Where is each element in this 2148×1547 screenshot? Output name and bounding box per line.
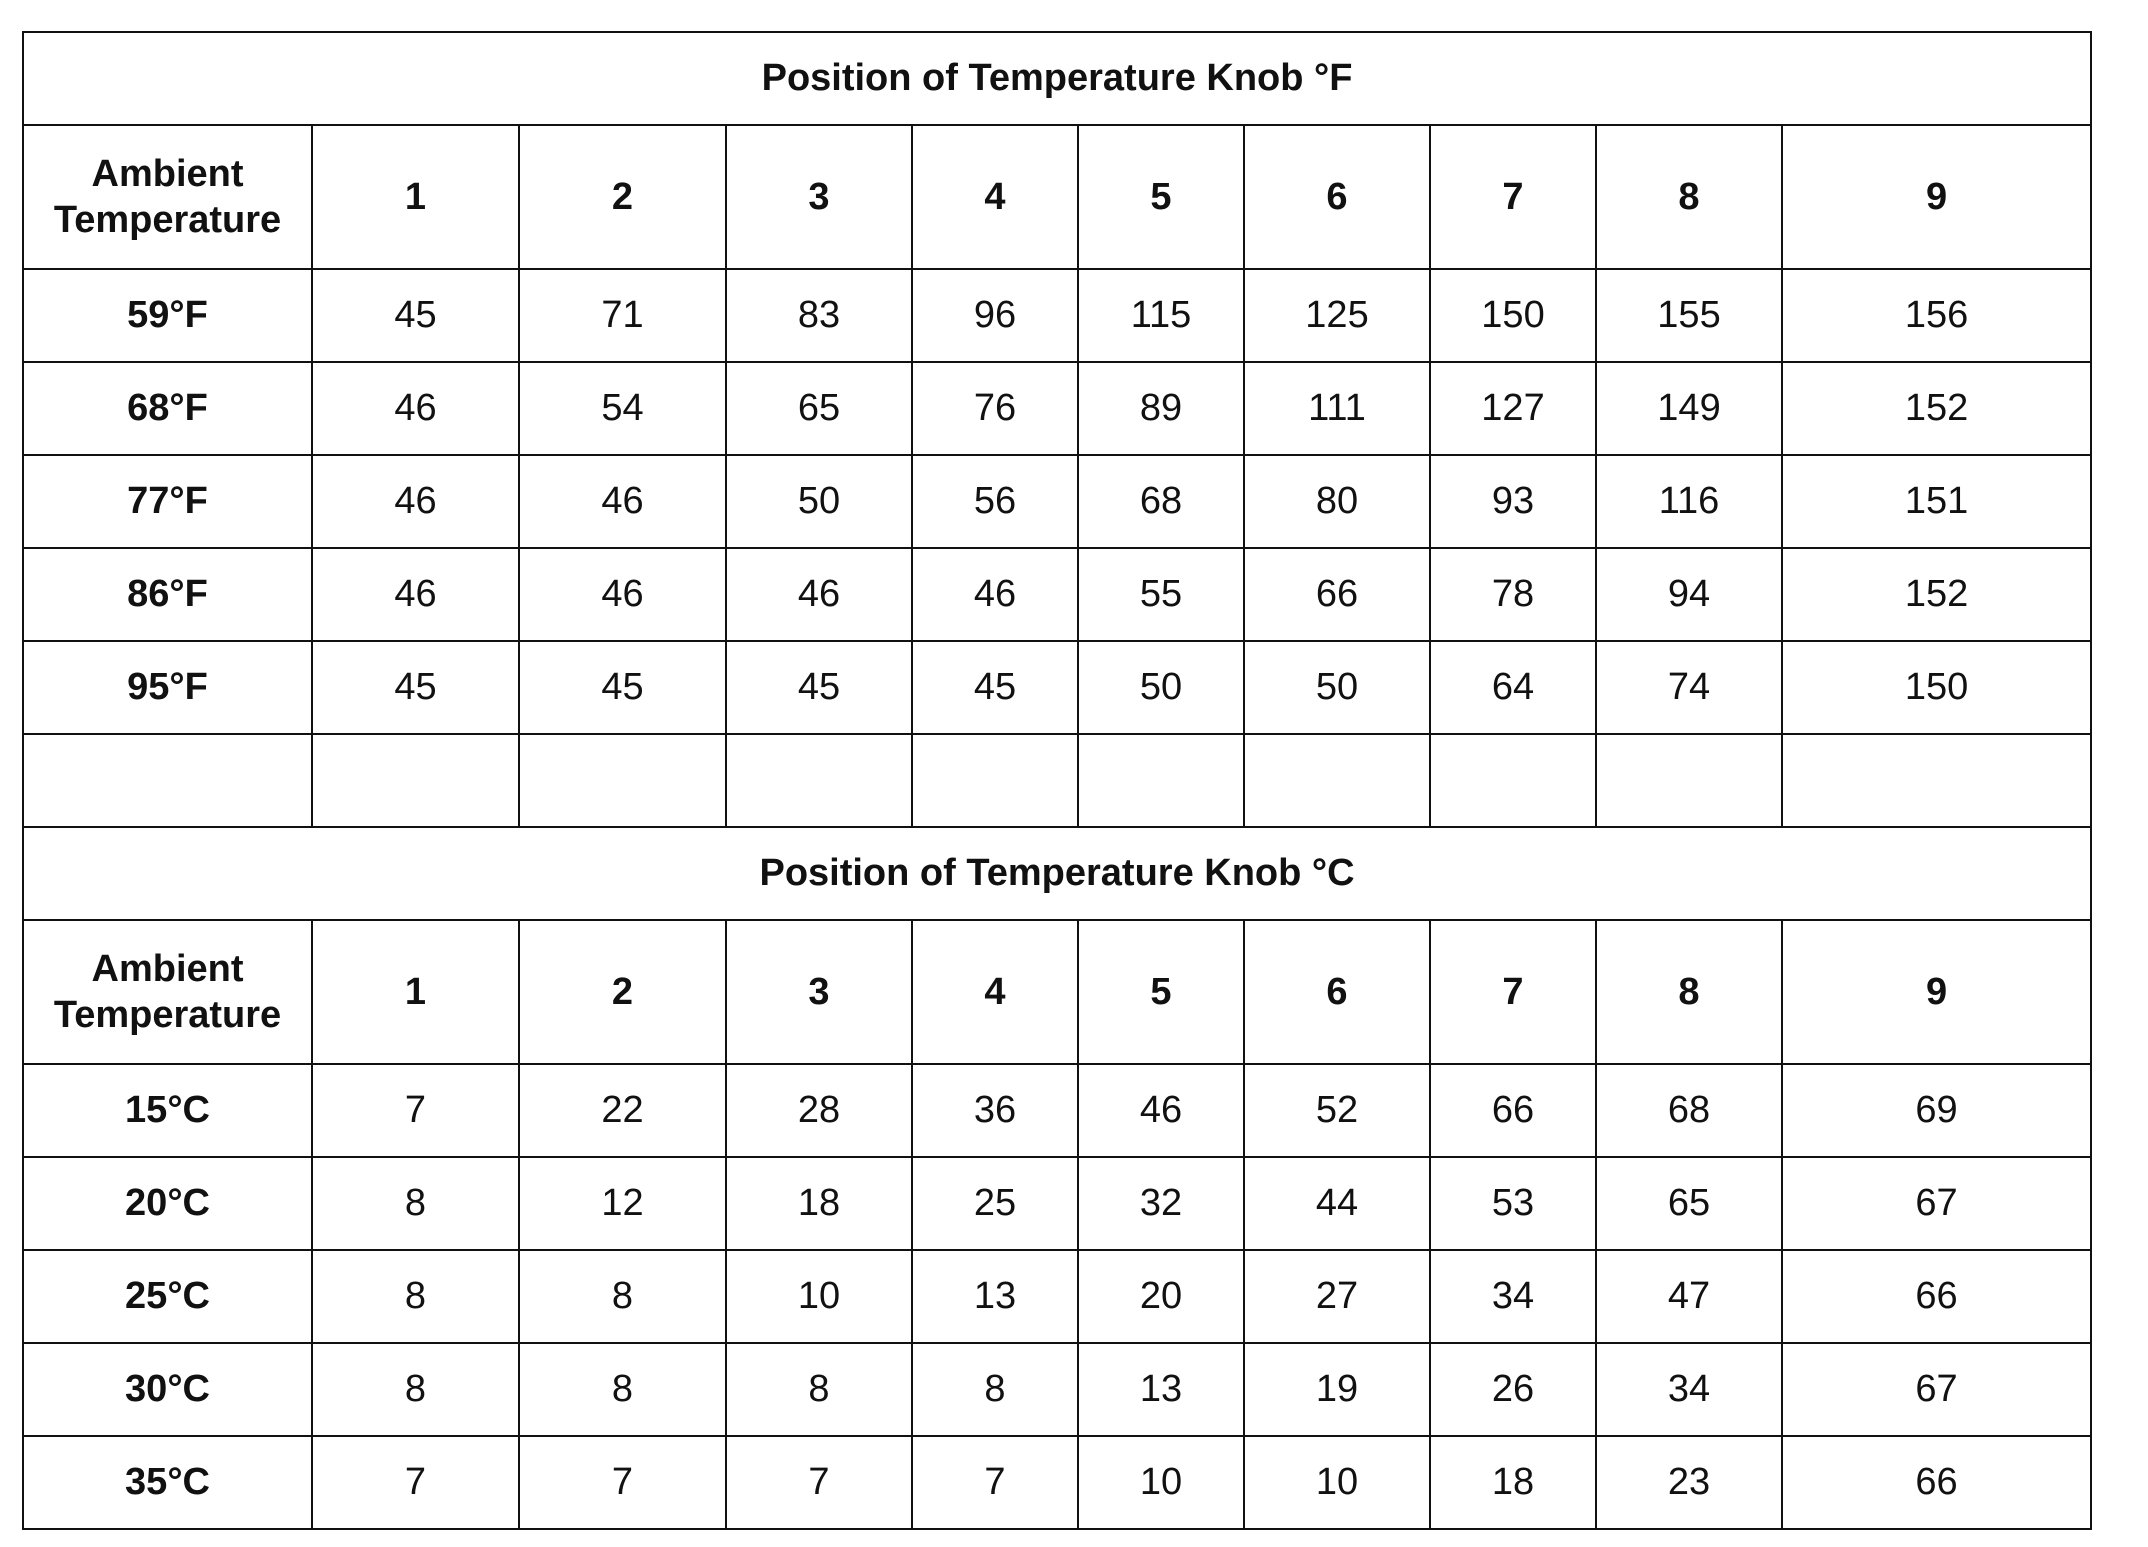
ambient-temperature-label: 77°F [23,455,312,548]
temperature-knob-table [22,31,2092,1530]
temperature-value-cell: 67 [1782,1157,2091,1250]
temperature-value-cell: 8 [726,1343,912,1436]
temperature-value-cell: 150 [1782,641,2091,734]
temperature-value-cell: 50 [1244,641,1430,734]
knob-position-header: 3 [726,920,912,1064]
ambient-temperature-label: 86°F [23,548,312,641]
temperature-value-cell: 10 [1244,1436,1430,1529]
temperature-value-cell: 44 [1244,1157,1430,1250]
temperature-value-cell: 7 [726,1436,912,1529]
temperature-value-cell: 46 [726,548,912,641]
temperature-value-cell: 8 [312,1157,519,1250]
knob-position-header: 4 [912,125,1078,269]
temperature-value-cell: 111 [1244,362,1430,455]
temperature-value-cell: 7 [912,1436,1078,1529]
temperature-value-cell: 76 [912,362,1078,455]
ambient-temperature-label: 25°C [23,1250,312,1343]
knob-position-header: 7 [1430,920,1596,1064]
knob-position-header: 3 [726,125,912,269]
temperature-value-cell: 45 [312,641,519,734]
knob-position-header: 4 [912,920,1078,1064]
temperature-value-cell: 50 [1078,641,1244,734]
empty-cell [23,734,312,827]
temperature-value-cell: 68 [1596,1064,1782,1157]
table-row [23,548,2091,641]
temperature-value-cell: 22 [519,1064,726,1157]
temperature-value-cell: 66 [1782,1436,2091,1529]
ambient-temperature-header: Ambient Temperature [23,920,312,1064]
knob-position-header: 1 [312,125,519,269]
temperature-value-cell: 45 [726,641,912,734]
temperature-value-cell: 18 [1430,1436,1596,1529]
temperature-value-cell: 127 [1430,362,1596,455]
temperature-value-cell: 46 [312,362,519,455]
temperature-value-cell: 68 [1078,455,1244,548]
table-row [23,1064,2091,1157]
temperature-value-cell: 20 [1078,1250,1244,1343]
temperature-value-cell: 19 [1244,1343,1430,1436]
temperature-value-cell: 155 [1596,269,1782,362]
temperature-value-cell: 125 [1244,269,1430,362]
table-row [23,1436,2091,1529]
temperature-value-cell: 45 [519,641,726,734]
empty-cell [1430,734,1596,827]
celsius-title-row [23,827,2091,920]
knob-position-header: 7 [1430,125,1596,269]
temperature-value-cell: 151 [1782,455,2091,548]
temperature-value-cell: 28 [726,1064,912,1157]
temperature-value-cell: 45 [912,641,1078,734]
temperature-value-cell: 115 [1078,269,1244,362]
knob-position-header: 2 [519,920,726,1064]
temperature-value-cell: 8 [312,1250,519,1343]
table-row [23,1250,2091,1343]
knob-position-header: 6 [1244,125,1430,269]
temperature-value-cell: 46 [519,455,726,548]
temperature-value-cell: 54 [519,362,726,455]
temperature-value-cell: 52 [1244,1064,1430,1157]
fahrenheit-table-title: Position of Temperature Knob °F [23,32,2091,125]
celsius-table-title: Position of Temperature Knob °C [23,827,2091,920]
table-row [23,269,2091,362]
temperature-value-cell: 46 [312,455,519,548]
table-row [23,455,2091,548]
temperature-value-cell: 23 [1596,1436,1782,1529]
temperature-value-cell: 7 [519,1436,726,1529]
ambient-temperature-label: 35°C [23,1436,312,1529]
empty-cell [1244,734,1430,827]
temperature-value-cell: 150 [1430,269,1596,362]
temperature-value-cell: 65 [726,362,912,455]
temperature-value-cell: 78 [1430,548,1596,641]
ambient-temperature-label: 59°F [23,269,312,362]
empty-cell [1078,734,1244,827]
temperature-value-cell: 46 [912,548,1078,641]
empty-cell [519,734,726,827]
temperature-value-cell: 13 [912,1250,1078,1343]
temperature-value-cell: 66 [1782,1250,2091,1343]
temperature-value-cell: 10 [1078,1436,1244,1529]
temperature-value-cell: 32 [1078,1157,1244,1250]
ambient-temperature-label: 30°C [23,1343,312,1436]
knob-position-header: 6 [1244,920,1430,1064]
knob-position-header: 8 [1596,920,1782,1064]
temperature-value-cell: 46 [1078,1064,1244,1157]
temperature-value-cell: 12 [519,1157,726,1250]
ambient-temperature-label: 15°C [23,1064,312,1157]
temperature-value-cell: 89 [1078,362,1244,455]
knob-position-header: 2 [519,125,726,269]
temperature-value-cell: 93 [1430,455,1596,548]
temperature-value-cell: 27 [1244,1250,1430,1343]
celsius-header-row [23,920,2091,1064]
knob-position-header: 9 [1782,920,2091,1064]
temperature-value-cell: 47 [1596,1250,1782,1343]
temperature-value-cell: 46 [312,548,519,641]
knob-position-header: 9 [1782,125,2091,269]
temperature-value-cell: 67 [1782,1343,2091,1436]
temperature-value-cell: 66 [1244,548,1430,641]
temperature-value-cell: 156 [1782,269,2091,362]
temperature-value-cell: 34 [1596,1343,1782,1436]
temperature-value-cell: 34 [1430,1250,1596,1343]
knob-position-header: 5 [1078,920,1244,1064]
empty-cell [1782,734,2091,827]
fahrenheit-title-row [23,32,2091,125]
ambient-temperature-label: 95°F [23,641,312,734]
temperature-value-cell: 55 [1078,548,1244,641]
temperature-value-cell: 45 [312,269,519,362]
table-row [23,362,2091,455]
temperature-value-cell: 152 [1782,548,2091,641]
temperature-value-cell: 74 [1596,641,1782,734]
temperature-value-cell: 36 [912,1064,1078,1157]
empty-cell [912,734,1078,827]
temperature-value-cell: 94 [1596,548,1782,641]
temperature-value-cell: 80 [1244,455,1430,548]
empty-cell [312,734,519,827]
table-row [23,1343,2091,1436]
temperature-value-cell: 18 [726,1157,912,1250]
ambient-temperature-header: Ambient Temperature [23,125,312,269]
ambient-temperature-label: 68°F [23,362,312,455]
temperature-value-cell: 7 [312,1436,519,1529]
table-row [23,1157,2091,1250]
temperature-value-cell: 53 [1430,1157,1596,1250]
temperature-value-cell: 8 [519,1343,726,1436]
temperature-value-cell: 7 [312,1064,519,1157]
temperature-value-cell: 83 [726,269,912,362]
fahrenheit-header-row [23,125,2091,269]
temperature-value-cell: 10 [726,1250,912,1343]
temperature-value-cell: 26 [1430,1343,1596,1436]
temperature-value-cell: 152 [1782,362,2091,455]
temperature-value-cell: 69 [1782,1064,2091,1157]
temperature-value-cell: 66 [1430,1064,1596,1157]
temperature-value-cell: 13 [1078,1343,1244,1436]
temperature-value-cell: 8 [912,1343,1078,1436]
knob-position-header: 1 [312,920,519,1064]
knob-position-header: 5 [1078,125,1244,269]
temperature-value-cell: 116 [1596,455,1782,548]
ambient-temperature-label: 20°C [23,1157,312,1250]
temperature-value-cell: 46 [519,548,726,641]
temperature-value-cell: 50 [726,455,912,548]
temperature-value-cell: 71 [519,269,726,362]
temperature-value-cell: 65 [1596,1157,1782,1250]
knob-position-header: 8 [1596,125,1782,269]
empty-separator-row [23,734,2091,827]
temperature-value-cell: 149 [1596,362,1782,455]
temperature-value-cell: 96 [912,269,1078,362]
empty-cell [726,734,912,827]
temperature-value-cell: 8 [519,1250,726,1343]
temperature-value-cell: 25 [912,1157,1078,1250]
temperature-value-cell: 56 [912,455,1078,548]
temperature-value-cell: 8 [312,1343,519,1436]
temperature-value-cell: 64 [1430,641,1596,734]
empty-cell [1596,734,1782,827]
table-row [23,641,2091,734]
